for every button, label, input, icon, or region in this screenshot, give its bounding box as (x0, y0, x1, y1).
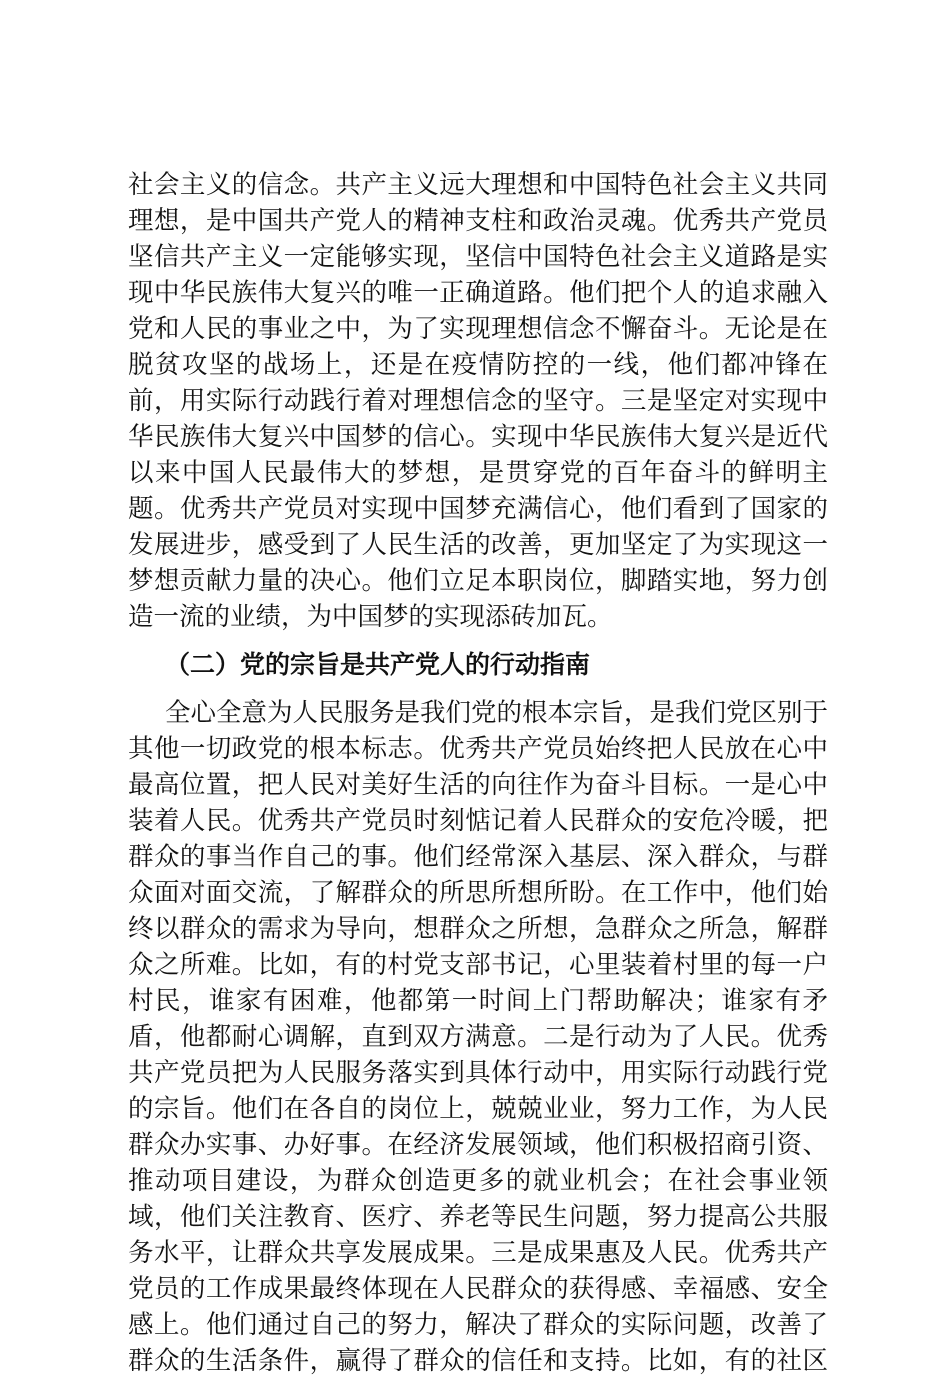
paragraph-1-line: 梦想贡献力量的决心。他们立足本职岗位，脚踏实地，努力创 (128, 566, 828, 596)
paragraph-1-line: 社会主义的信念。共产主义远大理想和中国特色社会主义共同 (128, 170, 828, 200)
paragraph-1-line: 理想，是中国共产党人的精神支柱和政治灵魂。优秀共产党员 (128, 206, 828, 236)
paragraph-2-line: 的宗旨。他们在各自的岗位上，兢兢业业，努力工作，为人民 (128, 1094, 828, 1124)
paragraph-1-line: 发展进步，感受到了人民生活的改善，更加坚定了为实现这一 (128, 530, 828, 560)
paragraph-1-line: 题。优秀共产党员对实现中国梦充满信心，他们看到了国家的 (128, 494, 828, 524)
paragraph-1-line: 造一流的业绩，为中国梦的实现添砖加瓦。 (128, 602, 613, 632)
paragraph-2-line: 其他一切政党的根本标志。优秀共产党员始终把人民放在心中 (128, 734, 828, 764)
paragraph-2-line: 众面对面交流，了解群众的所思所想所盼。在工作中，他们始 (128, 878, 828, 908)
paragraph-2-line: 党员的工作成果最终体现在人民群众的获得感、幸福感、安全 (128, 1274, 828, 1304)
paragraph-2-line: 推动项目建设，为群众创造更多的就业机会；在社会事业领 (128, 1166, 828, 1196)
paragraph-2-line: 最高位置，把人民对美好生活的向往作为奋斗目标。一是心中 (128, 770, 828, 800)
paragraph-2-line: 全心全意为人民服务是我们党的根本宗旨，是我们党区别于 (165, 698, 829, 728)
paragraph-2-line: 终以群众的需求为导向，想群众之所想，急群众之所急，解群 (128, 914, 828, 944)
paragraph-1-line: 脱贫攻坚的战场上，还是在疫情防控的一线，他们都冲锋在 (128, 350, 828, 380)
paragraph-2-line: 众之所难。比如，有的村党支部书记，心里装着村里的每一户 (128, 950, 828, 980)
paragraph-1-line: 党和人民的事业之中，为了实现理想信念不懈奋斗。无论是在 (128, 314, 828, 344)
paragraph-2-line: 务水平，让群众共享发展成果。三是成果惠及人民。优秀共产 (128, 1238, 828, 1268)
paragraph-2-line: 群众办实事、办好事。在经济发展领域，他们积极招商引资、 (128, 1130, 828, 1160)
paragraph-2-line: 群众的事当作自己的事。他们经常深入基层、深入群众，与群 (128, 842, 828, 872)
paragraph-2-line: 域，他们关注教育、医疗、养老等民生问题，努力提高公共服 (128, 1202, 828, 1232)
paragraph-2-line: 共产党员把为人民服务落实到具体行动中，用实际行动践行党 (128, 1058, 828, 1088)
paragraph-1-line: 坚信共产主义一定能够实现，坚信中国特色社会主义道路是实 (128, 242, 828, 272)
paragraph-1-line: 前，用实际行动践行着对理想信念的坚守。三是坚定对实现中 (128, 386, 828, 416)
paragraph-2-line: 村民，谁家有困难，他都第一时间上门帮助解决；谁家有矛 (128, 986, 828, 1016)
paragraph-2-line: 群众的生活条件，赢得了群众的信任和支持。比如，有的社区 (128, 1346, 828, 1376)
section-heading: （二）党的宗旨是共产党人的行动指南 (165, 650, 591, 679)
paragraph-2-line: 盾，他都耐心调解，直到双方满意。二是行动为了人民。优秀 (128, 1022, 828, 1052)
paragraph-2-line: 感上。他们通过自己的努力，解决了群众的实际问题，改善了 (128, 1310, 828, 1340)
paragraph-1-line: 华民族伟大复兴中国梦的信心。实现中华民族伟大复兴是近代 (128, 422, 828, 452)
paragraph-1-line: 以来中国人民最伟大的梦想，是贯穿党的百年奋斗的鲜明主 (128, 458, 828, 488)
paragraph-2-line: 装着人民。优秀共产党员时刻惦记着人民群众的安危冷暖，把 (128, 806, 828, 836)
paragraph-1-line: 现中华民族伟大复兴的唯一正确道路。他们把个人的追求融入 (128, 278, 828, 308)
